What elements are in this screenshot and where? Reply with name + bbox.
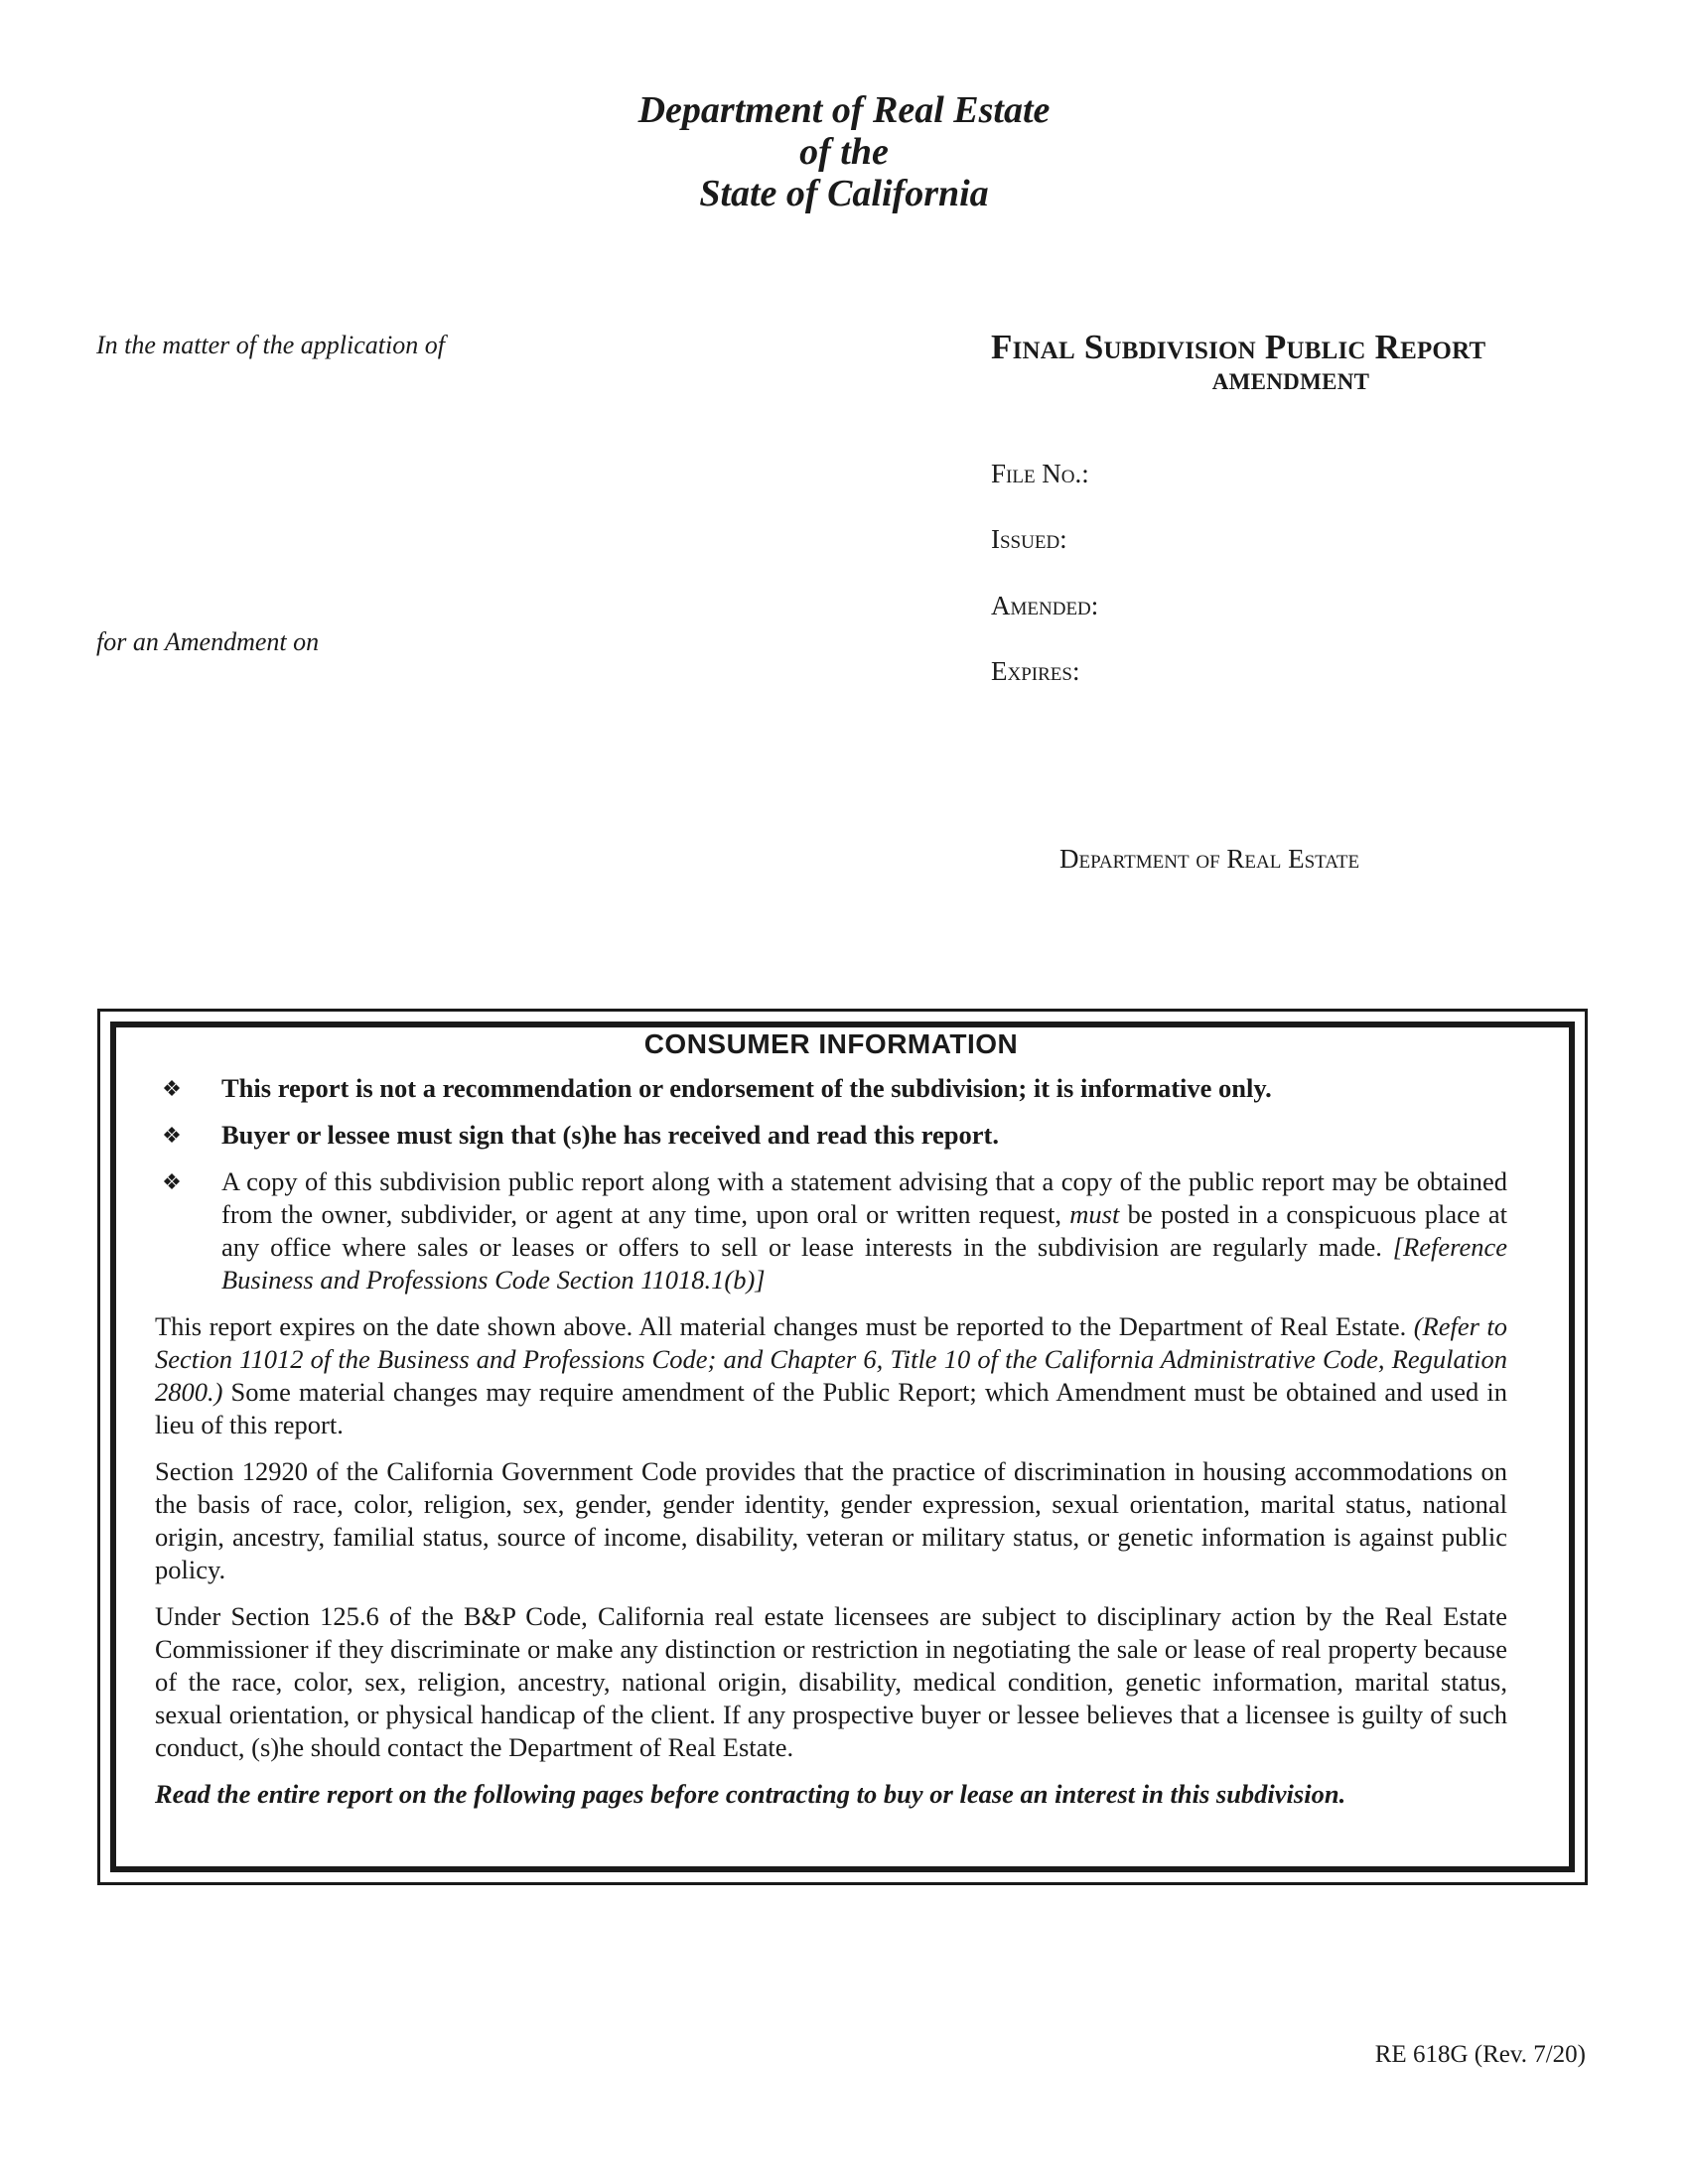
bullet-text [221, 1166, 1507, 1295]
file-no-field: File No.: [991, 459, 1089, 488]
bullet-text: This report is not a recommendation or endorsement of the subdivision; it is informative only. [221, 1073, 1272, 1103]
header-line-1: Department of Real Estate [637, 89, 1051, 131]
issued-field: Issued: [991, 524, 1067, 554]
bullet3-emphasis: must [1069, 1199, 1120, 1229]
header-line-3: State of California [699, 173, 989, 214]
bullet3-part1: A copy of this subdivision public report along with a statement advising that a copy of the public report may be obtained from the owner, subdivider, or agent at any time, upon oral or written request, [221, 1166, 1507, 1229]
header-line-2: of the [799, 131, 889, 173]
application-label: In the matter of the application of [96, 331, 445, 359]
bullet-item [155, 1119, 1507, 1152]
discrimination-paragraph: Section 12920 of the California Government Code provides that the practice of discrimination in housing accommodations on the basis of race, color, religion, sex, gender, gender identity, gender expression, sexual orientation, marital status, national origin, ancestry, familial status, source of income, disability, veteran or military status, or genetic information is against public policy. [155, 1456, 1507, 1584]
bullet3-reference: [Reference Business and Professions Code Section 11018.1(b)] [221, 1232, 1507, 1295]
four-diamond-bullet-icon: ❖ [162, 1169, 182, 1194]
para1-part1: This report expires on the date shown above. All material changes must be reported to the Department of Real Estate. [155, 1311, 1407, 1341]
bullet-text: Buyer or lessee must sign that (s)he has received and read this report. [221, 1120, 999, 1150]
expiration-paragraph [155, 1310, 1507, 1441]
department-signature-label: Department of Real Estate [1059, 844, 1360, 874]
closing-statement: Read the entire report on the following pages before contracting to buy or lease an interest in this subdivision. [155, 1779, 1346, 1809]
consumer-information-box [97, 1009, 1588, 1885]
consumer-information-title: CONSUMER INFORMATION [643, 1028, 1019, 1059]
page-header [0, 89, 1688, 214]
expires-field: Expires: [991, 656, 1080, 686]
licensee-paragraph: Under Section 125.6 of the B&P Code, California real estate licensees are subject to disciplinary action by the Real Estate Commissioner if they discriminate or make any distinction or restriction in negotiating the sale or lease of real property because of the race, color, sex, religion, ancestry, national origin, disability, medical condition, genetic information, marital status, sexual orientation, or physical handicap of the client. If any prospective buyer or lessee believes that a licensee is guilty of such conduct, (s)he should contact the Department of Real Estate. [155, 1601, 1507, 1762]
bullet3-part2: be posted in a conspicuous place at any office where sales or leases or offers to sell or lease interests in the subdivision are regularly made. [221, 1199, 1508, 1262]
amended-field: Amended: [991, 591, 1099, 620]
para1-reference: (Refer to Section 11012 of the Business and Professions Code; and Chapter 6, Title 10 of the California Administrative Code, Regulation 2800.) [155, 1311, 1508, 1407]
report-title: Final Subdivision Public Report [991, 328, 1486, 366]
bullet-item [155, 1165, 1507, 1297]
four-diamond-bullet-icon: ❖ [162, 1123, 182, 1148]
amendment-label: for an Amendment on [96, 627, 320, 656]
report-subtitle: AMENDMENT [1211, 369, 1370, 394]
para1-part2: Some material changes may require amendment of the Public Report; which Amendment must be obtained and used in lieu of this report. [155, 1377, 1508, 1439]
form-number: RE 618G (Rev. 7/20) [1374, 2041, 1586, 2068]
four-diamond-bullet-icon: ❖ [162, 1076, 182, 1101]
consumer-information-content [155, 1027, 1507, 1811]
bullet-item [155, 1072, 1507, 1105]
